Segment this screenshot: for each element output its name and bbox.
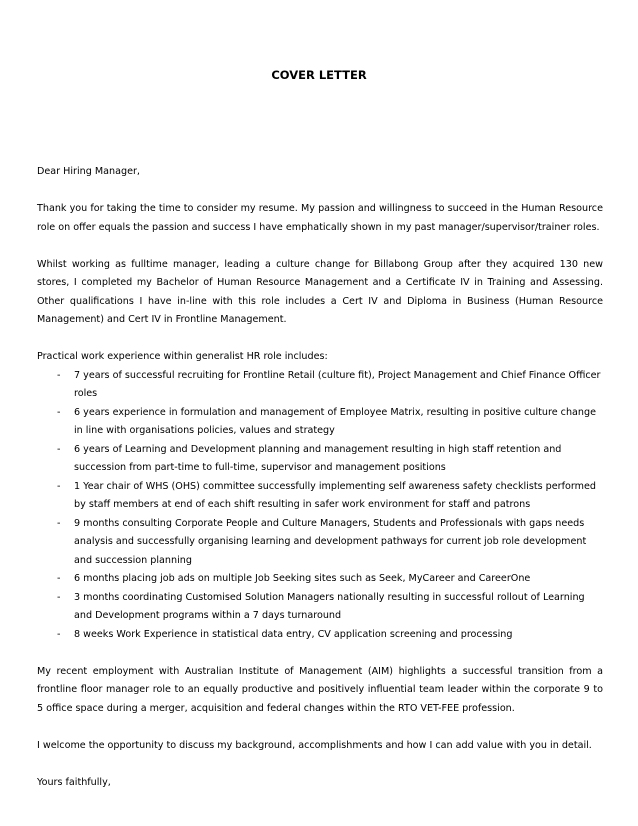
list-item-text: 6 years of Learning and Development planning and management resulting in high staff retention and succession from part-time to full-time, supervisor and management positions: [74, 443, 562, 473]
bullet-dash: -: [57, 573, 61, 584]
list-item: [37, 570, 603, 589]
bullet-dash: -: [57, 517, 61, 529]
salutation: Dear Hiring Manager,: [37, 166, 140, 177]
bullet-dash: -: [57, 591, 61, 603]
list-item: [37, 589, 603, 626]
bullet-dash: -: [57, 480, 61, 492]
paragraph-recent-employment: My recent employment with Australian Institute of Management (AIM) highlights a successful transition from a frontline floor manager role to an equally productive and positively influential team leader within the corporate 9 to 5 office space during a merger, acquisition and federal changes within the RTO VET-FEE profession.: [37, 665, 603, 714]
experience-list: [37, 367, 603, 645]
list-item: [37, 515, 603, 571]
bullet-dash: -: [57, 369, 61, 381]
paragraph-qualifications: Whilst working as fulltime manager, leading a culture change for Billabong Group after they acquired 130 new stores, I completed my Bachelor of Human Resource Management and a Certificate IV in Training and Assessing. Other qualifications I have in-line with this role includes a Cert IV and Diploma in Business (Human Resource Management) and Cert IV in Frontline Management.: [37, 258, 603, 325]
bullet-dash: -: [57, 628, 61, 640]
list-item: [37, 404, 603, 441]
list-item: [37, 478, 603, 515]
list-item-text: 9 months consulting Corporate People and Culture Managers, Students and Professionals with gaps needs analysis and successfully organising learning and development pathways for current job role development and succession planning: [74, 517, 587, 566]
list-item-text: 7 years of successful recruiting for Frontline Retail (culture fit), Project Management and Chief Finance Officer roles: [74, 369, 601, 399]
list-item: [37, 441, 603, 478]
bullet-dash: -: [57, 406, 61, 418]
list-item-text: 6 months placing job ads on multiple Job Seeking sites such as Seek, MyCareer and CareerOne: [74, 573, 531, 584]
list-item-text: 3 months coordinating Customised Solution Managers nationally resulting in successful rollout of Learning and Development programs within a 7 days turnaround: [74, 591, 585, 621]
list-item-text: 6 years experience in formulation and management of Employee Matrix, resulting in positive culture change in line with organisations policies, values and strategy: [74, 406, 596, 436]
list-item: [37, 626, 603, 645]
paragraph-intro: Thank you for taking the time to consider my resume. My passion and willingness to succeed in the Human Resource role on offer equals the passion and success I have emphatically shown in my past manager/supervisor/trainer roles.: [37, 203, 603, 233]
paragraph-experience-intro: Practical work experience within generalist HR role includes:: [37, 351, 328, 362]
paragraph-closing-invite: I welcome the opportunity to discuss my background, accomplishments and how I can add value with you in detail.: [37, 739, 592, 751]
letter-body: [37, 163, 603, 811]
document-title: COVER LETTER: [271, 68, 367, 82]
list-item: [37, 367, 603, 404]
list-item-text: 1 Year chair of WHS (OHS) committee successfully implementing self awareness safety checklists performed by staff members at end of each shift resulting in safer work environment for staff and patrons: [74, 480, 596, 510]
list-item-text: 8 weeks Work Experience in statistical data entry, CV application screening and processing: [74, 628, 513, 640]
bullet-dash: -: [57, 443, 61, 455]
closing-signoff: Yours faithfully,: [37, 776, 111, 788]
